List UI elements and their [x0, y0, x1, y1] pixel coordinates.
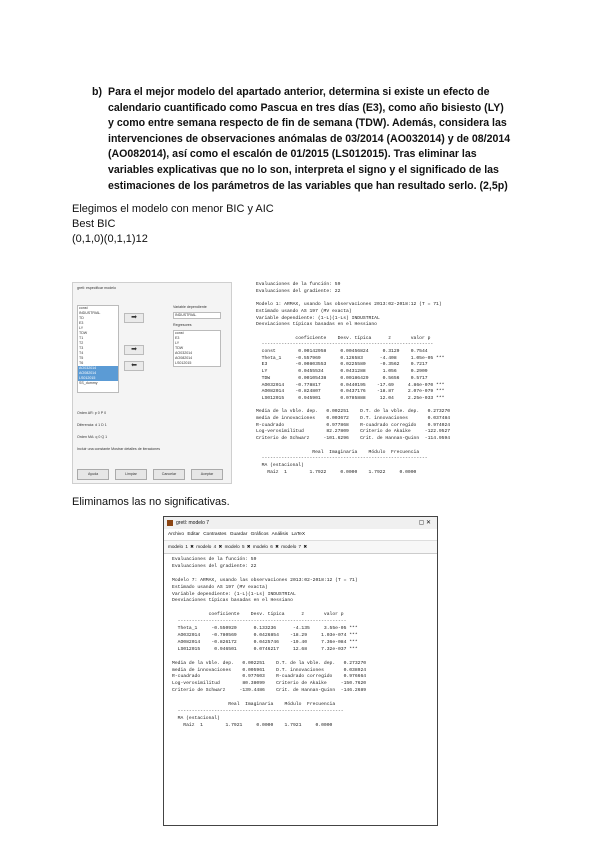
regressor-item[interactable]: LS012015: [175, 361, 192, 365]
regressor-item[interactable]: LY: [175, 341, 180, 345]
output-line: Raíz 1 1.7922 0.0000 1.7922 0.0000: [256, 469, 417, 475]
dep-var-value: INDUSTRIAL: [175, 313, 197, 317]
output-line: Variable dependiente: (1-L)(1-Ls) INDUSTRIAL: [172, 591, 296, 597]
variable-list-item[interactable]: E3: [79, 321, 84, 325]
output-line: Modelo 7: ARMAX, usando las observaciones 2013:02-2018:12 (T = 71): [172, 577, 358, 583]
ok-button[interactable]: Aceptar: [191, 469, 223, 480]
output-line: Real Imaginaria Módulo Frecuencia: [172, 702, 336, 708]
output-line: Theta_1 -0.557969 0.126583 -4.408 1.05e-05 ***: [256, 355, 445, 361]
regressor-item[interactable]: AO032014: [175, 351, 193, 355]
output-line: Variable dependiente: (1-L)(1-Ls) INDUSTRIAL: [256, 315, 380, 321]
window-title: gretl: modelo 7: [176, 520, 210, 526]
diff-order-row[interactable]: Diferencia: d 1 D 1: [77, 423, 107, 427]
regressor-item[interactable]: TDW: [175, 346, 184, 350]
output-line: [172, 571, 366, 578]
regressor-item[interactable]: AO082014: [175, 356, 193, 360]
dialog-title: gretl: especificar modelo: [77, 286, 116, 290]
variable-list-item[interactable]: const: [79, 306, 88, 310]
dep-var-label: Variable dependiente: [173, 305, 207, 309]
output-line: Raíz 1 1.7921 0.0000 1.7921 0.0000: [172, 722, 333, 728]
output-line: Evaluaciones del gradiente: 22: [172, 563, 257, 569]
output-line: AO032014 -0.778817 0.0440195 -17.69 4.86e-070 ***: [256, 382, 445, 388]
answer-line-3: (0,1,0)(0,1,1)12: [72, 233, 148, 245]
output-line: Criterio de Schwarz -101.6296 Crit. de Hannan-Quinn -114.9594: [256, 436, 451, 442]
remove-reg-arrow-button[interactable]: ⬅: [124, 361, 144, 371]
output-line: media de innovaciones 0.005961 D.T. innovaciones 0.038924: [172, 667, 367, 673]
model-1-output: [256, 282, 546, 476]
output-line: [172, 654, 366, 661]
output-line: Media de la vble. dep. 0.002251 D.T. de la vble. dep. 0.273270: [256, 409, 451, 415]
output-line: LY 0.0455534 0.0431288 1.056 0.2909: [256, 369, 428, 375]
output-line: LS012015 0.945901 0.0785888 12.04 2.25e-033 ***: [256, 395, 445, 401]
output-line: Desviaciones típicas basadas en el Hessiano: [256, 322, 377, 328]
output-line: Log-verosimilitud 82.27809 Criterio de Akaike -122.9527: [256, 429, 451, 435]
output-line: -----------------------------------------------------------: [256, 456, 428, 462]
output-line: Evaluaciones de la función: 59: [256, 282, 341, 287]
regressor-item[interactable]: E3: [175, 336, 180, 340]
output-line: -------------------------------------------------------------: [256, 342, 434, 348]
answer-line-2: Best BIC: [72, 218, 116, 230]
variable-list-item[interactable]: T6: [79, 361, 84, 365]
output-line: const 0.00142958 0.00456824 0.3129 0.7544: [256, 349, 428, 355]
model-7-output: [172, 557, 366, 730]
answer-line-1: Elegimos el modelo con menor BIC y AIC: [72, 203, 274, 215]
regressors-list[interactable]: [173, 330, 221, 367]
question-block: [92, 85, 512, 194]
output-line: Desviaciones típicas basadas en el Hessiano: [172, 598, 293, 604]
variable-list-item[interactable]: T5: [79, 356, 84, 360]
output-line: AO082014 -0.826172 0.0425746 -19.40 7.36e-084 ***: [172, 639, 358, 645]
variable-list-item[interactable]: T2: [79, 341, 84, 345]
output-line: Criterio de Schwarz -139.4486 Crit. de Hannan-Quinn -146.2689: [172, 688, 367, 694]
variable-list-item[interactable]: AO032014: [78, 366, 118, 371]
output-line: Modelo 1: ARMAX, usando las observaciones 2013:02-2018:12 (T = 71): [256, 302, 442, 308]
model-spec-dialog: [72, 282, 232, 484]
ma-order-row[interactable]: Orden MA: q 0 Q 1: [77, 435, 108, 439]
ar-order-row[interactable]: Orden AR: p 0 P 0: [77, 411, 107, 415]
variable-list-item[interactable]: T1: [79, 336, 84, 340]
output-line: MA (estacional): [172, 715, 220, 721]
output-line: Evaluaciones de la función: 59: [172, 557, 257, 562]
question-text: Para el mejor modelo del apartado anterior, determina si existe un efecto de calendario cuantificado como Pascua en tres días (E3), como año bisiesto (LY) y como entre semana respecto de fin de semana (TDW). Además, considera las intervenciones de observaciones anómalas de 03/2014 (AO032014) y de 08/2014 (AO082014), así como el escalón de 01/2015 (LS012015). Tras eliminar las variables explicativas que no lo son, interpreta el signo y el significado de las estimaciones de los parámetros de las variables que han resultado serlo. (2,5p): [108, 86, 511, 192]
output-line: Estimado usando AS 197 (MV exacta): [172, 584, 268, 590]
eliminate-line: Eliminamos las no significativas.: [72, 496, 230, 508]
help-button[interactable]: Ayuda: [77, 469, 109, 480]
regressor-item[interactable]: const: [175, 331, 184, 335]
output-line: LS012015 0.946501 0.0746217 12.68 7.32e-037 ***: [172, 646, 358, 652]
output-line: AO032014 -0.780569 0.0426854 -18.29 1.03e-074 ***: [172, 632, 358, 638]
add-reg-arrow-button[interactable]: ➡: [124, 345, 144, 355]
variable-list-item[interactable]: AO082014: [78, 371, 118, 376]
output-line: ------------------------------------------------------------: [172, 619, 347, 625]
output-line: R-cuadrado 0.977868 R-cuadrado corregido 0.974024: [256, 422, 451, 428]
variable-list-item[interactable]: LS012015: [78, 376, 118, 381]
output-line: coeficiente Desv. típica z valor p: [172, 612, 344, 618]
model-tabs[interactable]: modelo 1 ✖ modelo 4 ✖ modelo 5 ✖ modelo 6 ✖ modelo 7 ✖: [164, 541, 437, 554]
dep-var-box[interactable]: [173, 312, 221, 319]
variable-list-item[interactable]: INDUSTRIAL: [79, 311, 101, 315]
output-line: media de innovaciones 0.003672 D.T. innovaciones 0.037484: [256, 416, 451, 422]
question-label: b): [92, 86, 102, 98]
gretl-app-icon: [167, 520, 173, 526]
output-line: [172, 695, 366, 702]
output-line: R-cuadrado 0.977603 R-cuadrado corregido 0.976664: [172, 674, 367, 680]
window-titlebar: [164, 517, 437, 529]
variable-list-item[interactable]: LY: [79, 326, 84, 330]
regressors-label: Regresores: [173, 323, 192, 327]
output-line: MA (estacional): [256, 462, 304, 468]
window-controls[interactable]: ▢ ✕: [418, 520, 431, 526]
variable-list-item[interactable]: SS_dummy: [79, 381, 98, 385]
clear-button[interactable]: Limpiar: [115, 469, 147, 480]
variable-list-item[interactable]: T4: [79, 351, 84, 355]
options-row[interactable]: Incluir una constante Mostrar detalles de iteraciones: [77, 447, 161, 451]
output-line: TDW 0.00105438 0.00186429 0.5656 0.5717: [256, 375, 428, 381]
menu-bar[interactable]: Archivo Editar Contrastes Guardar Gráficos Análisis LaTeX: [164, 529, 437, 541]
variable-list[interactable]: [77, 305, 119, 393]
output-line: Theta_1 -0.550920 0.133236 -4.135 3.55e-05 ***: [172, 626, 358, 632]
model-7-window: [163, 516, 438, 826]
output-line: AO082014 -0.824807 0.0437176 -18.87 2.07e-079 ***: [256, 389, 445, 395]
output-line: Evaluaciones del gradiente: 22: [256, 288, 341, 294]
output-line: Media de la vble. dep. 0.002251 D.T. de la vble. dep. 0.273270: [172, 660, 367, 666]
cancel-button[interactable]: Cancelar: [153, 469, 185, 480]
output-line: E3 -0.00803553 0.0225580 -0.3562 0.7217: [256, 362, 428, 368]
variable-list-item[interactable]: TDW: [79, 331, 88, 335]
variable-list-item[interactable]: TD: [79, 316, 84, 320]
variable-list-item[interactable]: T3: [79, 346, 84, 350]
add-dep-arrow-button[interactable]: ➡: [124, 313, 144, 323]
output-line: coeficiente Desv. típica z valor p: [256, 335, 431, 341]
output-line: [256, 329, 546, 336]
output-line: -----------------------------------------------------------: [172, 708, 344, 714]
output-line: Real Imaginaria Módulo Frecuencia: [256, 449, 420, 455]
output-line: [256, 443, 546, 450]
output-line: Log-verosimilitud 80.38099 Criterio de Akaike -150.7620: [172, 681, 367, 687]
output-line: Estimado usando AS 197 (MV exacta): [256, 308, 352, 314]
